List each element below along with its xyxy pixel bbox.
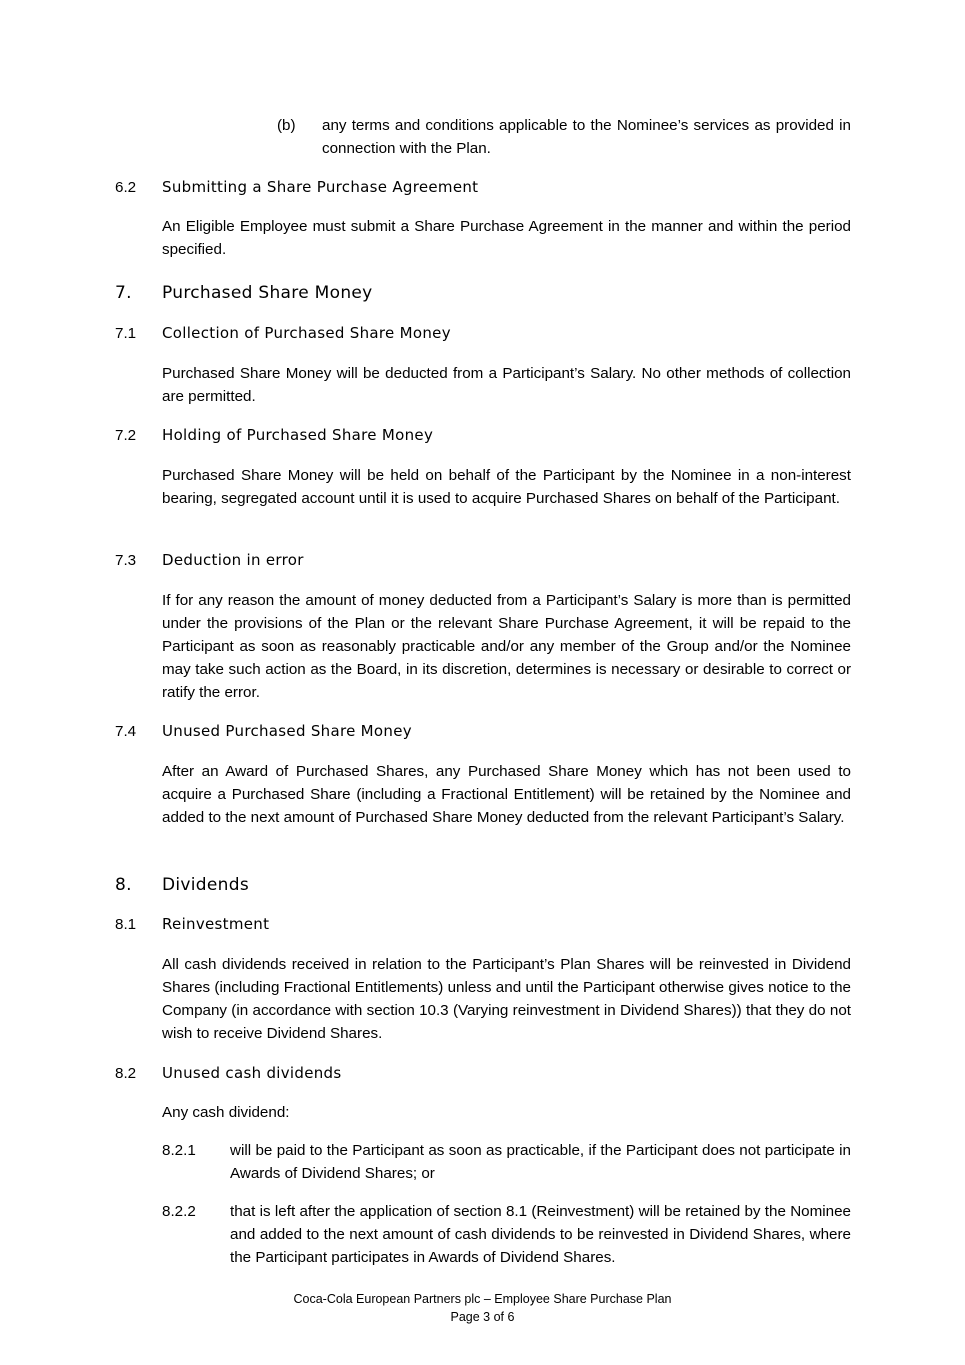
section-heading: Reinvestment — [162, 915, 270, 933]
section-heading: Unused cash dividends — [162, 1064, 342, 1082]
subsection-text: that is left after the application of section 8.1 (Reinvestment) will be retained by the Nominee and added to the next amount of cash dividends to be reinvested in Dividend Shares, where the Participant participates in Awards of Dividend Shares. — [230, 1203, 851, 1266]
section-number: 7.3 — [115, 552, 137, 569]
section-number: 8.1 — [115, 916, 137, 933]
subsection-text: will be paid to the Participant as soon as practicable, if the Participant does not participate in Awards of Dividend Shares; or — [230, 1142, 851, 1182]
section-heading: Deduction in error — [162, 551, 304, 569]
section-number: 7.4 — [115, 723, 137, 740]
chapter-heading: Purchased Share Money — [162, 283, 373, 303]
section-number: 8.2 — [115, 1065, 137, 1082]
section-heading: Unused Purchased Share Money — [162, 722, 412, 740]
section-number: 6.2 — [115, 179, 137, 196]
chapter-number: 8. — [115, 875, 132, 895]
footer-title: Coca-Cola European Partners plc – Employee Share Purchase Plan — [293, 1292, 672, 1306]
section-body: Purchased Share Money will be held on behalf of the Participant by the Nominee in a non-interest bearing, segregated account until it is used to acquire Purchased Shares on behalf of the Participant. — [162, 467, 851, 507]
section-heading: Holding of Purchased Share Money — [162, 426, 434, 444]
chapter-number: 7. — [115, 283, 132, 303]
section-body: All cash dividends received in relation to the Participant’s Plan Shares will be reinvested in Dividend Shares (including Fractional Entitlements) unless and until the Participant otherwise gives notice to the Company (in accordance with section 10.3 (Varying reinvestment in Dividend Shares)) that they do not wish to receive Dividend Shares. — [162, 956, 851, 1042]
section-heading: Submitting a Share Purchase Agreement — [162, 178, 479, 196]
list-item-label: (b) — [277, 117, 296, 134]
section-heading: Collection of Purchased Share Money — [162, 324, 451, 342]
section-body: An Eligible Employee must submit a Share Purchase Agreement in the manner and within the period specified. — [162, 218, 851, 258]
page-number: Page 3 of 6 — [450, 1310, 515, 1324]
section-intro: Any cash dividend: — [162, 1104, 290, 1121]
section-body: After an Award of Purchased Shares, any Purchased Share Money which has not been used to acquire a Purchased Share (including a Fractional Entitlement) will be retained by the Nominee and added to the next amount of Purchased Share Money deducted from the relevant Participant’s Salary. — [162, 763, 851, 826]
subsection-number: 8.2.1 — [162, 1142, 196, 1159]
section-body: Purchased Share Money will be deducted from a Participant’s Salary. No other methods of collection are permitted. — [162, 365, 851, 405]
section-number: 7.1 — [115, 325, 137, 342]
list-item-text: any terms and conditions applicable to the Nominee’s services as provided in connection with the Plan. — [322, 117, 851, 157]
section-number: 7.2 — [115, 427, 137, 444]
subsection-number: 8.2.2 — [162, 1203, 196, 1220]
chapter-heading: Dividends — [162, 875, 249, 895]
section-body: If for any reason the amount of money deducted from a Participant’s Salary is more than is permitted under the provisions of the Plan or the relevant Share Purchase Agreement, it will be repaid to the Participant as soon as reasonably practicable and/or any member of the Group and/or the Nominee may take such action as the Board, in its discretion, determines is necessary or desirable to correct or ratify the error. — [162, 592, 851, 701]
